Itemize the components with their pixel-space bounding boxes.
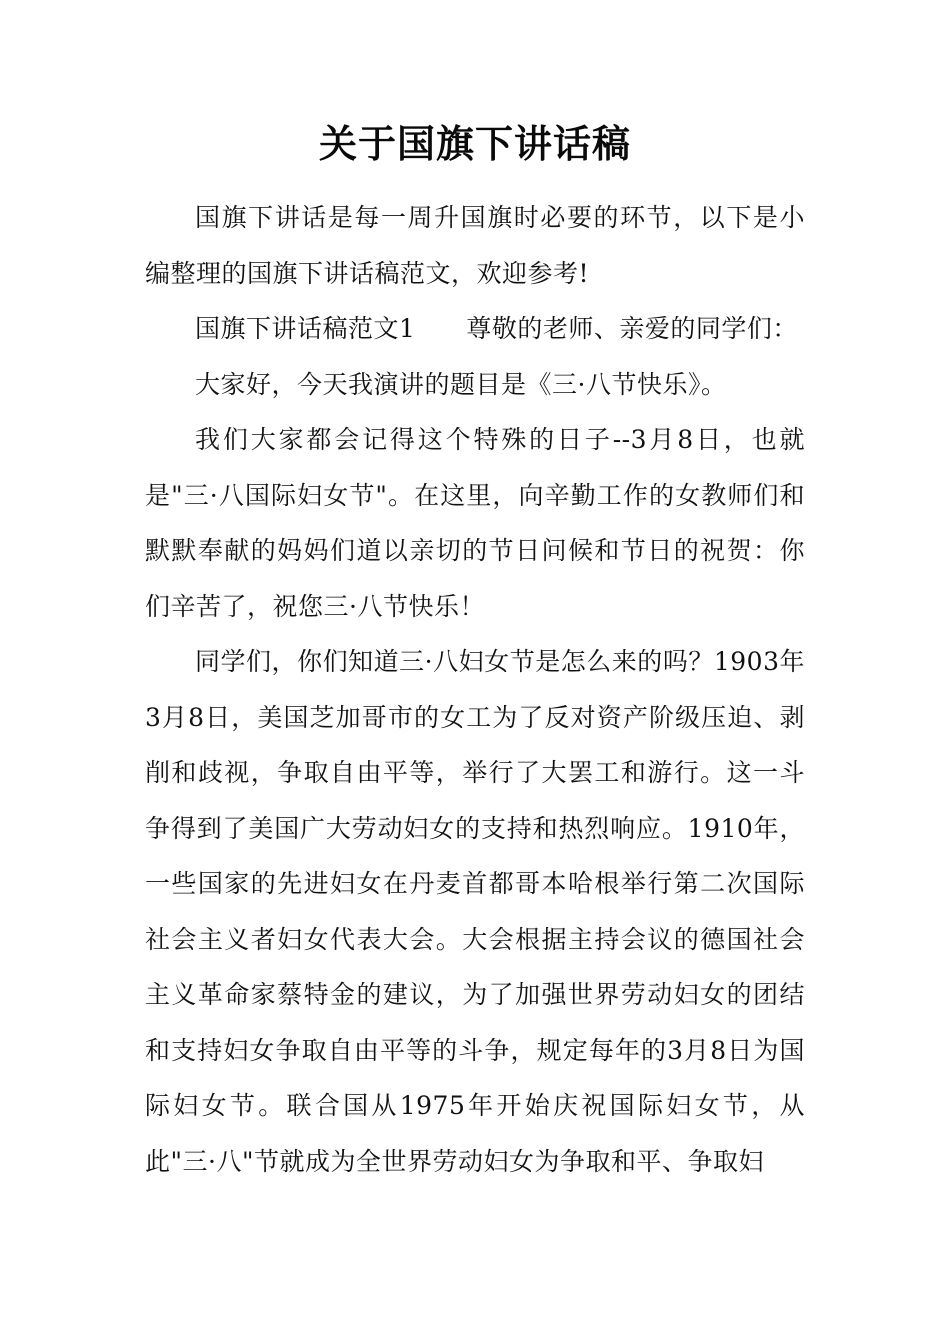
paragraph-greeting: 大家好，今天我演讲的题目是《三·八节快乐》。: [195, 369, 727, 399]
document-title: 关于国旗下讲话稿: [318, 122, 631, 166]
paragraph-intro: 国旗下讲话是每一周升国旗时必要的环节，以下是小编整理的国旗下讲话稿范文，欢迎参考!: [145, 203, 805, 288]
paragraph-womens-day: 我们大家都会记得这个特殊的日子--3月8日，也就是"三·八国际妇女节"。在这里，向辛勤工作的女教师们和默默奉献的妈妈们道以亲切的节日问候和节日的祝贺：你们辛苦了，祝您三·八节快乐！: [145, 425, 805, 621]
paragraph-history: 同学们，你们知道三·八妇女节是怎么来的吗？1903年3月8日，美国芝加哥市的女工为了反对资产阶级压迫、剥削和歧视，争取自由平等，举行了大罢工和游行。这一斗争得到了美国广大劳动妇女的支持和热烈响应。1910年，一些国家的先进妇女在丹麦首都哥本哈根举行第二次国际社会主义者妇女代表大会。大会根据主持会议的德国社会主义革命家蔡特金的建议，为了加强世界劳动妇女的团结和支持妇女争取自由平等的斗争，规定每年的3月8日为国际妇女节。联合国从1975年开始庆祝国际妇女节，从此"三·八"节就成为全世界劳动妇女为争取和平、争取妇: [145, 647, 805, 1176]
document-body: [145, 190, 805, 1189]
paragraph-sample-heading: 国旗下讲话稿范文1 尊敬的老师、亲爱的同学们：: [195, 314, 798, 343]
